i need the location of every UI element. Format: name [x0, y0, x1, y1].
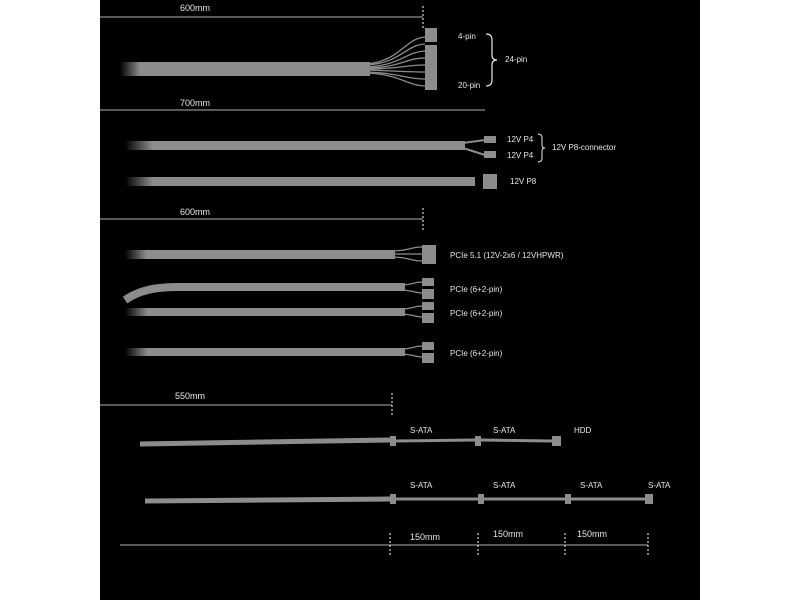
cpu-p4-connector-a — [484, 136, 496, 143]
atx-4pin-connector — [425, 28, 437, 42]
pcie-connector-3a — [422, 342, 434, 350]
sata-connector-1b — [475, 436, 481, 446]
sata-cable-2 — [145, 494, 653, 504]
cpu-p8-cable — [125, 174, 497, 189]
pcie-cable-1 — [125, 278, 434, 300]
cpu-brace-icon — [538, 134, 545, 162]
pcie-length-label: 600mm — [180, 207, 211, 217]
pcie-connector-3b — [422, 353, 434, 363]
atx-4pin-label: 4-pin — [458, 32, 476, 41]
sata-length-label: 550mm — [175, 391, 206, 401]
sata-segment-label-2: 150mm — [493, 529, 524, 539]
hdd-connector — [552, 436, 561, 446]
cpu-p4-label-a: 12V P4 — [507, 135, 534, 144]
sata-label-2a: S-ATA — [410, 481, 433, 490]
pcie-section — [100, 207, 564, 363]
cpu-p8-label: 12V P8 — [510, 177, 537, 186]
sata-label-2c: S-ATA — [580, 481, 603, 490]
sata-label-1a: S-ATA — [410, 426, 433, 435]
sata-section — [100, 391, 671, 557]
sata-connector-2a — [390, 494, 396, 504]
sata-connector-2d — [645, 494, 653, 504]
cpu-section — [100, 98, 616, 189]
sata-label-2b: S-ATA — [493, 481, 516, 490]
pcie-cable-2 — [125, 302, 434, 323]
cpu-group-label: 12V P8-connector — [552, 143, 617, 152]
atx-20pin-connector — [425, 45, 437, 90]
sata-segment-label-3: 150mm — [577, 529, 608, 539]
pcie-label-1: PCIe (6+2-pin) — [450, 285, 503, 294]
sata-cable-1 — [140, 436, 561, 446]
pcie-cable-3 — [125, 342, 434, 363]
pcie-connector-2a — [422, 302, 434, 310]
cpu-length-label: 700mm — [180, 98, 211, 108]
sata-label-1b: S-ATA — [493, 426, 516, 435]
sata-connector-2b — [478, 494, 484, 504]
pcie-label-2: PCIe (6+2-pin) — [450, 309, 503, 318]
sata-connector-2c — [565, 494, 571, 504]
mainboard-section — [100, 3, 527, 90]
pcie-connector-1a — [422, 278, 434, 286]
atx-brace-icon — [486, 34, 497, 86]
sata-segment-label-1: 150mm — [410, 532, 441, 542]
pcie5-cable — [125, 245, 436, 264]
sata-connector-1a — [390, 436, 396, 446]
pcie5-label: PCIe 5.1 (12V-2x6 / 12VHPWR) — [450, 251, 564, 260]
atx-24pin-cable — [120, 37, 425, 86]
cable-diagram-svg — [100, 0, 700, 600]
atx-group-label: 24-pin — [505, 55, 528, 64]
mainboard-length-label: 600mm — [180, 3, 211, 13]
sata-segment-dimension — [120, 533, 648, 557]
pcie-connector-2b — [422, 313, 434, 323]
hdd-label: HDD — [574, 426, 592, 435]
sata-label-2d: S-ATA — [648, 481, 671, 490]
pcie-label-3: PCIe (6+2-pin) — [450, 349, 503, 358]
cable-diagram — [100, 0, 700, 600]
cpu-p8-split-cable — [125, 136, 496, 158]
atx-20pin-label: 20-pin — [458, 81, 481, 90]
cpu-p4-connector-b — [484, 151, 496, 158]
pcie-connector-1b — [422, 289, 434, 299]
pcie5-connector — [422, 245, 436, 264]
cpu-p8-connector — [483, 174, 497, 189]
cpu-p4-label-b: 12V P4 — [507, 151, 534, 160]
